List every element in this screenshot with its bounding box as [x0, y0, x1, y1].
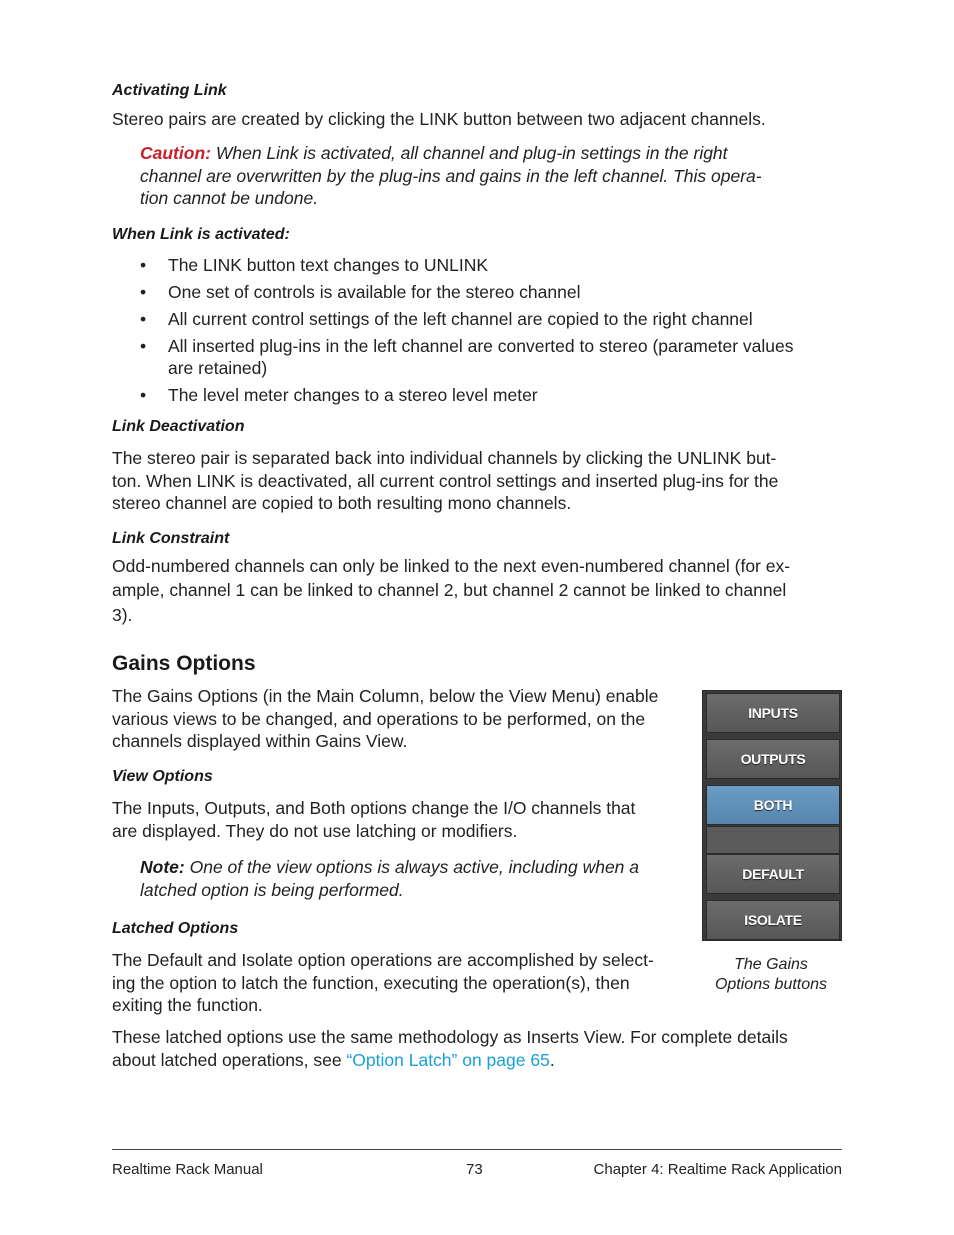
list-item-text: All inserted plug-ins in the left channel are converted to stereo (parameter values	[168, 336, 794, 356]
list-item-text: All current control settings of the left channel are copied to the right channel	[168, 309, 753, 329]
closing-suffix: .	[549, 1049, 555, 1070]
gains-options-heading: Gains Options	[112, 652, 256, 675]
caution-label: Caution:	[140, 143, 211, 163]
default-button[interactable]: DEFAULT	[706, 854, 840, 894]
bullet-mark: •	[140, 309, 147, 329]
activating-link-body: Stereo pairs are created by clicking the LINK button between two adjacent channels.	[112, 109, 766, 129]
when-link-bullet-list	[112, 254, 852, 411]
bullet-mark: •	[140, 385, 147, 405]
closing-paragraph	[112, 1026, 852, 1071]
list-item	[112, 281, 852, 303]
panel-caption	[700, 955, 842, 995]
paragraph-line: Odd-numbered channels can only be linked to the next even-numbered channel (for ex-	[112, 556, 791, 576]
paragraph-line: ton. When LINK is deactivated, all current control settings and inserted plug-ins for the	[112, 470, 779, 491]
link-constraint-body	[112, 555, 852, 628]
note-line-1: One of the view options is always active, including when a	[189, 857, 640, 877]
footer-rule	[112, 1149, 842, 1150]
isolate-button[interactable]: ISOLATE	[706, 900, 840, 940]
gains-options-panel	[702, 690, 842, 941]
paragraph-line: ample, channel 1 can be linked to channel 2, but channel 2 cannot be linked to channel	[112, 579, 787, 600]
paragraph-line: The Gains Options (in the Main Column, below the View Menu) enable	[112, 686, 659, 706]
link-deactivation-body	[112, 447, 852, 515]
note-block	[140, 856, 700, 901]
bullet-mark: •	[140, 255, 147, 275]
paragraph-line: are displayed. They do not use latching or modifiers.	[112, 820, 518, 841]
paragraph-line: The Default and Isolate option operations are accomplished by select-	[112, 950, 654, 970]
caution-line-2: channel are overwritten by the plug-ins and gains in the left channel. This opera-	[140, 165, 762, 186]
link-constraint-heading: Link Constraint	[112, 530, 230, 547]
outputs-button[interactable]: OUTPUTS	[706, 739, 840, 779]
list-item	[112, 254, 852, 276]
when-link-heading: When Link is activated:	[112, 226, 290, 243]
activating-link-heading: Activating Link	[112, 82, 227, 99]
link-deactivation-heading: Link Deactivation	[112, 418, 245, 435]
gains-options-intro	[112, 685, 702, 753]
latched-options-body	[112, 949, 702, 1017]
caption-line: Options buttons	[714, 976, 828, 993]
note-line-2: latched option is being performed.	[140, 879, 404, 900]
caution-line-1: When Link is activated, all channel and plug-in settings in the right	[215, 143, 728, 163]
paragraph-line: These latched options use the same methodology as Inserts View. For complete details	[112, 1027, 788, 1047]
footer-manual-title: Realtime Rack Manual	[112, 1161, 263, 1178]
paragraph-line: channels displayed within Gains View.	[112, 731, 408, 751]
paragraph-line: exiting the function.	[112, 995, 263, 1015]
list-item-text: One set of controls is available for the stereo channel	[168, 282, 581, 302]
list-item-text-continued: are retained)	[168, 358, 268, 378]
closing-prefix: about latched operations, see	[112, 1049, 347, 1070]
inputs-button[interactable]: INPUTS	[706, 693, 840, 733]
view-options-heading: View Options	[112, 768, 213, 785]
option-latch-link[interactable]: “Option Latch” on page 65	[346, 1049, 550, 1070]
footer-chapter: Chapter 4: Realtime Rack Application	[593, 1161, 842, 1178]
bullet-mark: •	[140, 282, 147, 302]
latched-options-heading: Latched Options	[112, 920, 239, 937]
caption-line: The Gains	[734, 956, 808, 973]
paragraph-line: ing the option to latch the function, executing the operation(s), then	[112, 972, 630, 993]
caution-line-3: tion cannot be undone.	[140, 188, 319, 208]
paragraph-line: The Inputs, Outputs, and Both options change the I/O channels that	[112, 798, 636, 818]
list-item-text: The level meter changes to a stereo level meter	[168, 385, 538, 405]
bullet-mark: •	[140, 336, 147, 356]
paragraph-line: various views to be changed, and operations to be performed, on the	[112, 708, 646, 729]
panel-spacer	[706, 826, 840, 854]
view-options-body	[112, 797, 702, 842]
list-item	[112, 335, 852, 379]
both-button[interactable]: BOTH	[706, 785, 840, 825]
paragraph-line: 3).	[112, 605, 133, 625]
footer-page-number: 73	[466, 1161, 483, 1178]
list-item-text: The LINK button text changes to UNLINK	[168, 255, 489, 275]
list-item	[112, 308, 852, 330]
paragraph-line: stereo channel are copied to both resulting mono channels.	[112, 493, 572, 513]
paragraph-line: The stereo pair is separated back into individual channels by clicking the UNLINK but-	[112, 448, 777, 468]
list-item	[112, 384, 852, 406]
note-label: Note:	[140, 857, 185, 877]
caution-note	[140, 142, 840, 210]
